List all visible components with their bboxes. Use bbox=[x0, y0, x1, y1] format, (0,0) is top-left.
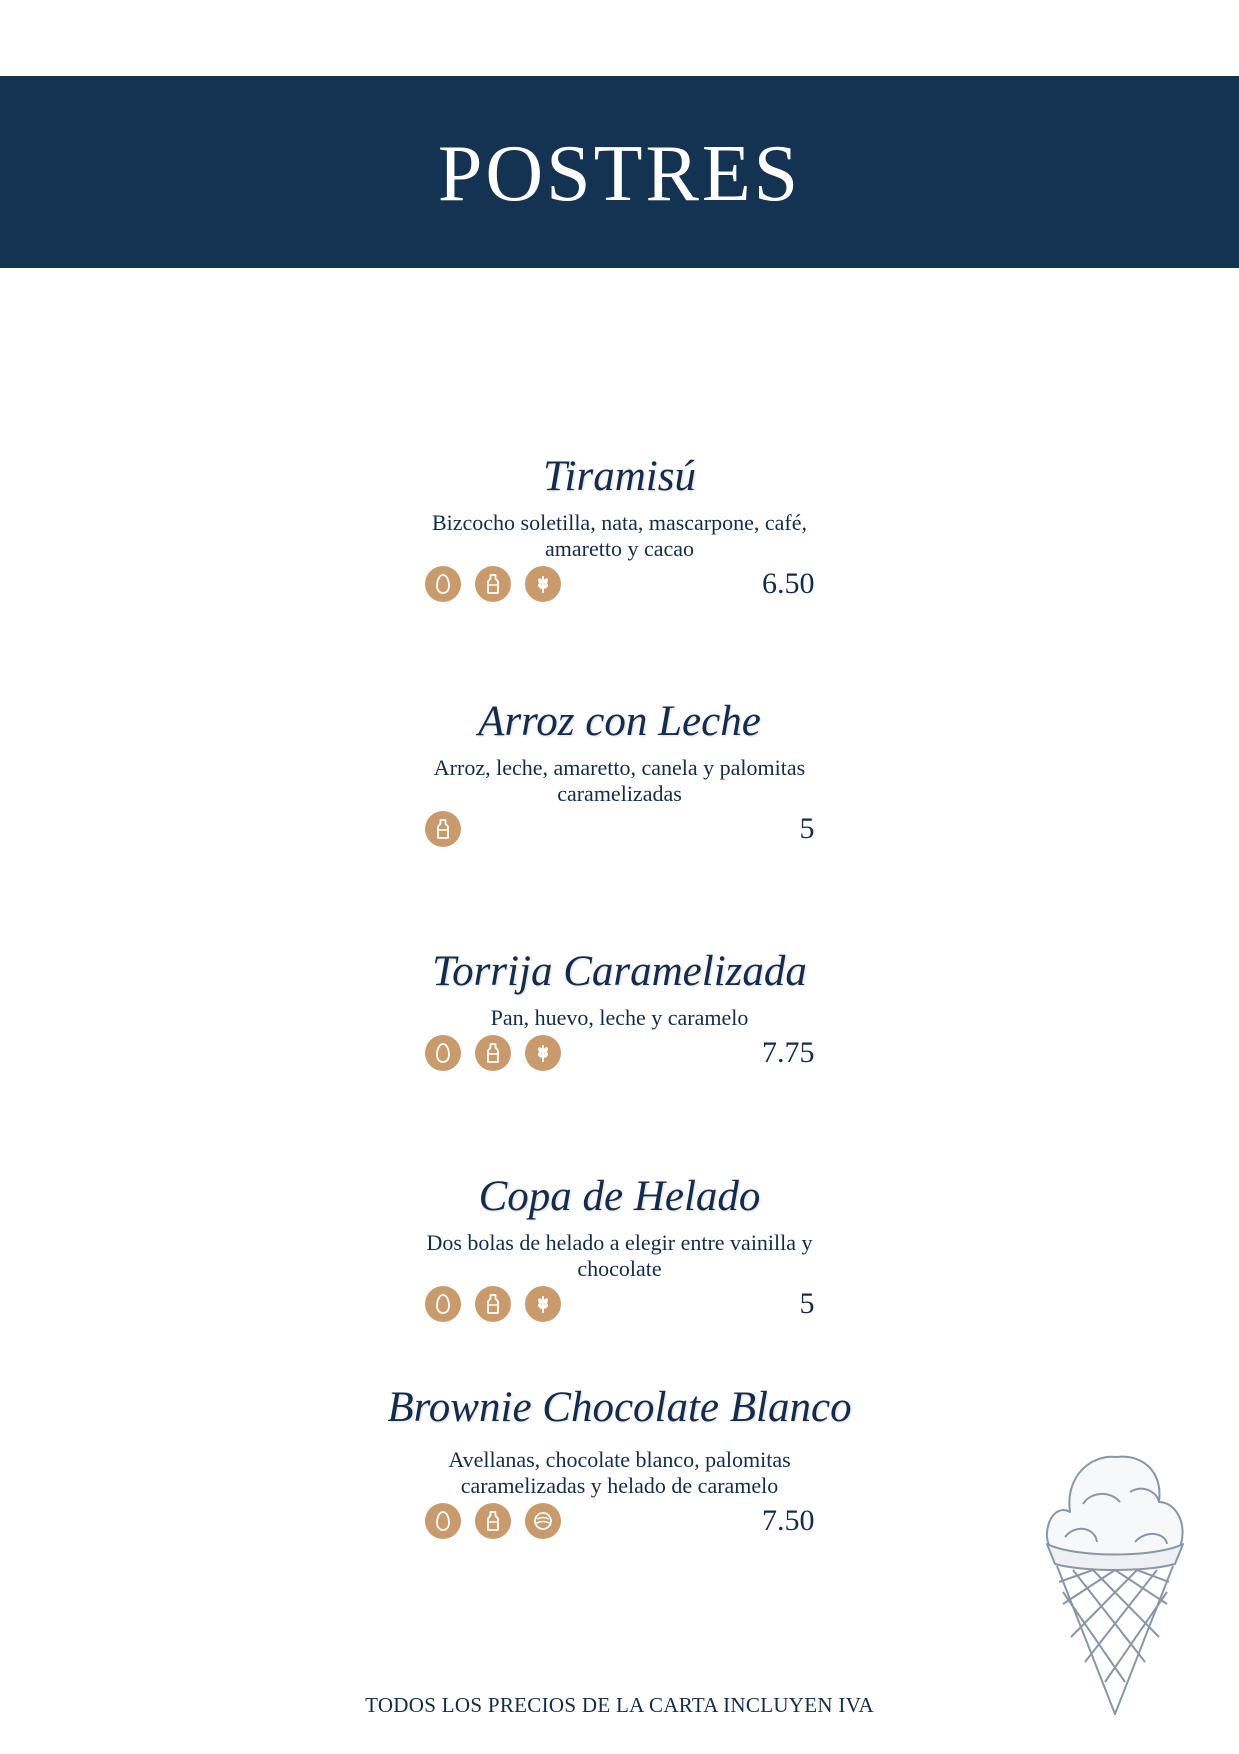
egg-icon bbox=[425, 566, 461, 602]
item-name: Copa de Helado bbox=[478, 1173, 761, 1220]
item-info-row bbox=[425, 811, 815, 851]
gluten-icon bbox=[525, 566, 561, 602]
item-name: Brownie Chocolate Blanco bbox=[387, 1384, 852, 1431]
ice-cream-cone-illustration bbox=[1035, 1432, 1195, 1722]
item-name: Tiramisú bbox=[543, 453, 696, 500]
gluten-icon bbox=[525, 1035, 561, 1071]
header-banner bbox=[0, 76, 1239, 268]
item-price: 7.75 bbox=[762, 1036, 815, 1069]
egg-icon bbox=[425, 1286, 461, 1322]
milk-icon bbox=[475, 1035, 511, 1071]
item-description: Bizcocho soletilla, nata, mascarpone, café, amaretto y cacao bbox=[431, 510, 808, 561]
item-info-row bbox=[425, 1503, 815, 1543]
item-info-row bbox=[425, 566, 815, 606]
allergen-list bbox=[425, 1503, 561, 1539]
menu-item bbox=[0, 1172, 1239, 1326]
item-description: Dos bolas de helado a elegir entre vainilla y chocolate bbox=[426, 1230, 813, 1281]
item-price: 5 bbox=[799, 1287, 815, 1320]
item-name: Arroz con Leche bbox=[478, 698, 761, 745]
egg-icon bbox=[425, 1035, 461, 1071]
item-name: Torrija Caramelizada bbox=[432, 948, 807, 995]
item-description: Avellanas, chocolate blanco, palomitas caramelizadas y helado de caramelo bbox=[448, 1447, 791, 1498]
item-description: Arroz, leche, amaretto, canela y palomitas caramelizadas bbox=[433, 755, 806, 806]
milk-icon bbox=[475, 1503, 511, 1539]
item-price: 7.50 bbox=[762, 1504, 815, 1537]
egg-icon bbox=[425, 1503, 461, 1539]
allergen-list bbox=[425, 1286, 561, 1322]
milk-icon bbox=[425, 811, 461, 847]
menu-item bbox=[0, 947, 1239, 1075]
item-description: Pan, huevo, leche y caramelo bbox=[490, 1005, 749, 1030]
item-price: 6.50 bbox=[762, 567, 815, 600]
milk-icon bbox=[475, 566, 511, 602]
page-title: POSTRES bbox=[437, 129, 802, 218]
footer-tax-note: TODOS LOS PRECIOS DE LA CARTA INCLUYEN IVA bbox=[365, 1693, 874, 1717]
milk-icon bbox=[475, 1286, 511, 1322]
gluten-icon bbox=[525, 1286, 561, 1322]
allergen-list bbox=[425, 811, 461, 847]
item-price: 5 bbox=[799, 812, 815, 845]
menu-item bbox=[0, 452, 1239, 606]
allergen-list bbox=[425, 1035, 561, 1071]
item-info-row bbox=[425, 1035, 815, 1075]
item-info-row bbox=[425, 1286, 815, 1326]
menu-item bbox=[0, 697, 1239, 851]
allergen-list bbox=[425, 566, 561, 602]
nuts-icon bbox=[525, 1503, 561, 1539]
